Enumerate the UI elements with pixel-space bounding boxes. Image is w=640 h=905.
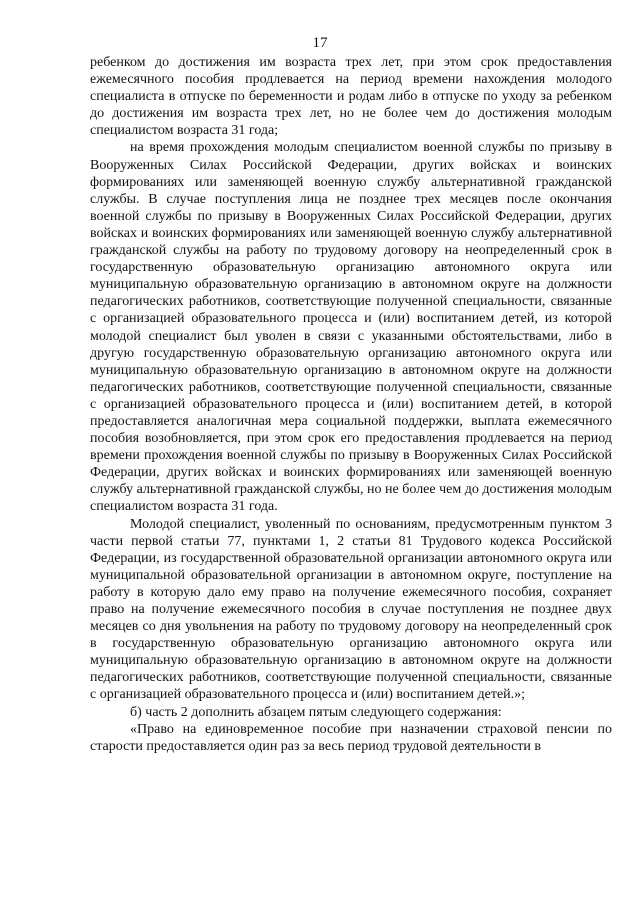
paragraph-amendment-b: б) часть 2 дополнить абзацем пятым следующего содержания: [130, 704, 502, 720]
page-number: 17 [312, 35, 328, 51]
paragraph-quote-start: «Право на единовременное пособие при назначении страховой пенсии по старости предоставляется один раз за весь период трудовой деятельности в [90, 721, 612, 754]
paragraph-military-service: на время прохождения молодым специалистом военной службы по призыву в Вооруженных Силах Российской Федерации, других войсках и воинских формированиях или заменяющей военную службу альтернативной гражданской службы. В случае поступления лица не позднее трех месяцев после окончания военной службы по призыву в Вооруженных Силах Российской Федерации, других войсках и воинских формированиях или заменяющей военную службу альтернативной гражданской службы на работу по трудовому договору на неопределенный срок в государственную образовательную организацию автономного округа или муниципальную образовательную организацию в автономном округе на должности педагогических работников, соответствующие полученной специальности, связанные с организацией образовательного процесса и (или) воспитанием детей, из которой молодой специалист был уволен в связи с указанными обстоятельствами, либо в другую государственную образовательную организацию автономного округа или муниципальную образовательную организацию в автономном округе на должности педагогических работников, соответствующие полученной специальности, связанные с организацией образовательного процесса и (или) воспитанием детей, в которой предоставляется аналогичная мера социальной поддержки, выплата ежемесячного пособия возобновляется, при этом срок его предоставления продлевается на период времени прохождения военной службы по призыву в Вооруженных Силах Российской Федерации, других войсках и воинских формированиях или заменяющей военную службу альтернативной гражданской службы, но не более чем до достижения молодым специалистом возраста 31 года. [90, 140, 612, 515]
paragraph-continuation: ребенком до достижения им возраста трех лет, при этом срок предоставления ежемесячного пособия продлевается на период времени нахождения молодого специалиста в отпуске по беременности и родам либо в отпуске по уходу за ребенком до достижения им возраста трех лет, но не более чем до достижения молодым специалистом возраста 31 года; [90, 55, 612, 139]
paragraph-dismissed-specialist: Молодой специалист, уволенный по основаниям, предусмотренным пунктом 3 части первой статьи 77, пунктами 1, 2 статьи 81 Трудового кодекса Российской Федерации, из государственной образовательной организации автономного округа или муниципальной образовательной организации в автономном округе, поступление на работу в которую дало ему право на получение ежемесячного пособия, сохраняет право на получение ежемесячного пособия в случае поступления не позднее двух месяцев со дня увольнения на работу по трудовому договору на неопределенный срок в государственную образовательную организацию автономного округа или муниципальную образовательную организацию в автономном округе на должности педагогических работников, соответствующие полученной специальности, связанные с организацией образовательного процесса и (или) воспитанием детей.»; [90, 516, 612, 703]
document-body [90, 54, 612, 755]
